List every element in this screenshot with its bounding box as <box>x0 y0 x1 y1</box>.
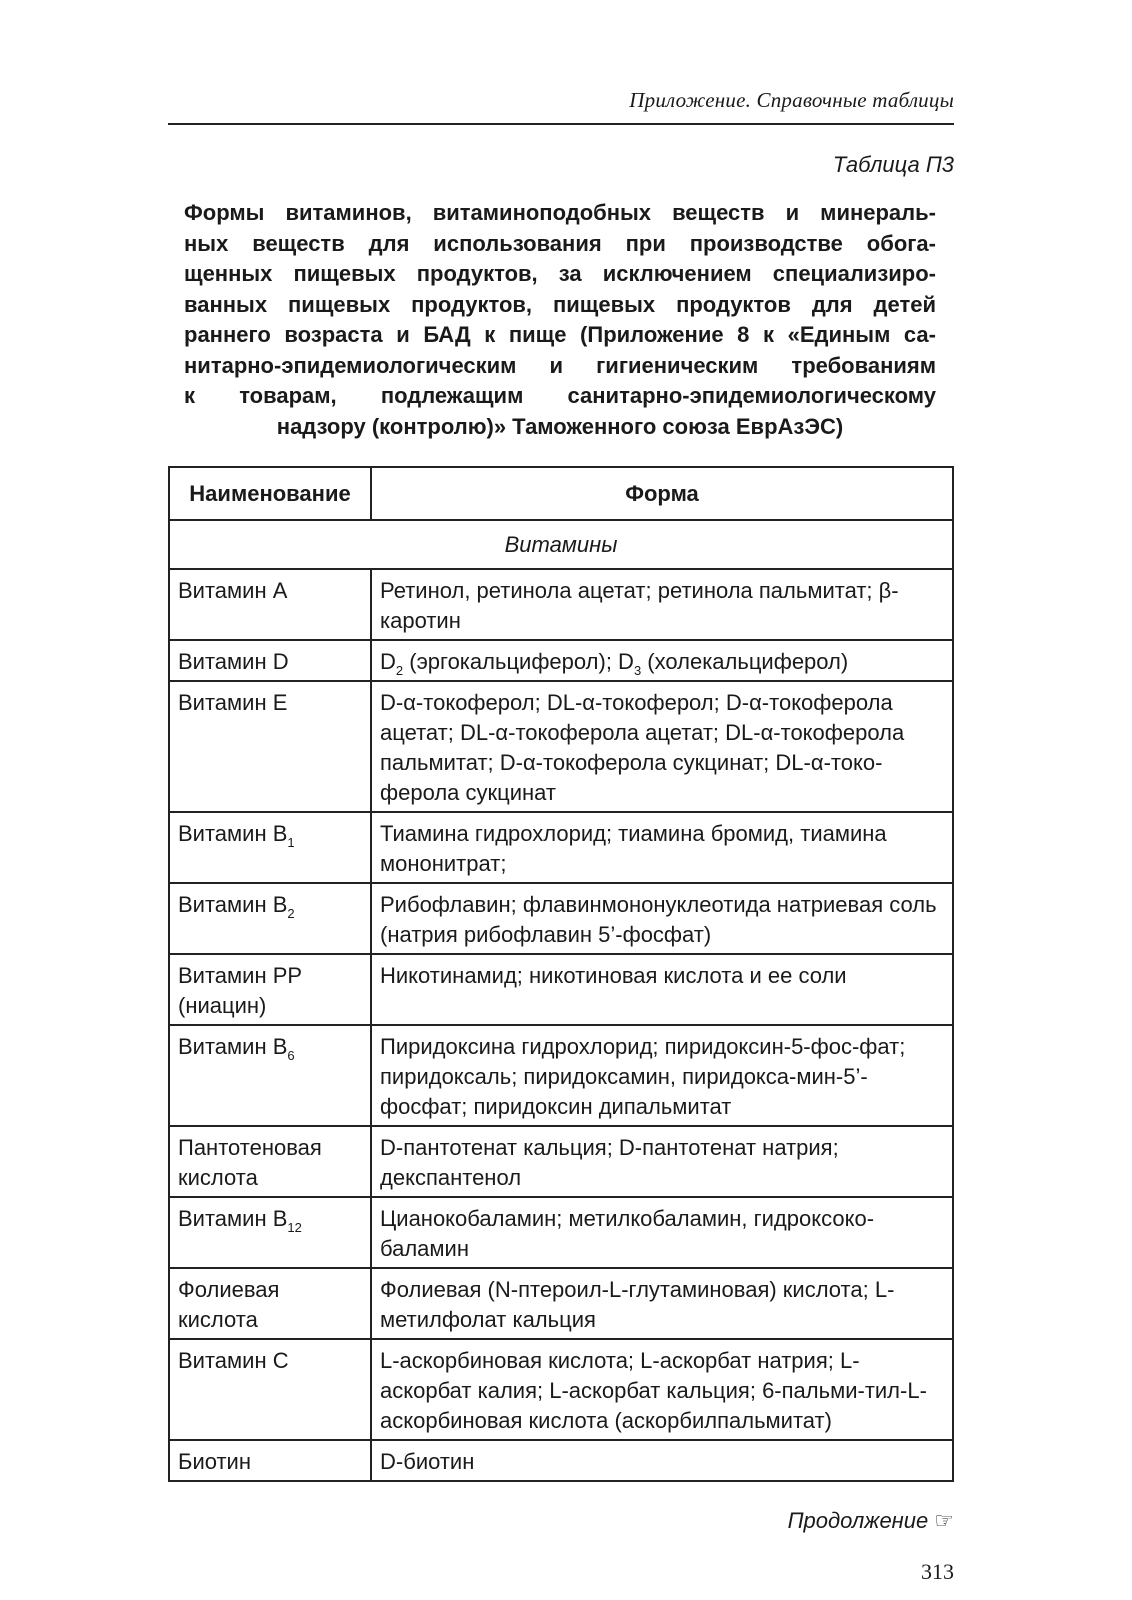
table-row <box>169 883 953 954</box>
pointing-hand-icon: ☞ <box>934 1508 954 1533</box>
table-row <box>169 812 953 883</box>
cell-name: Витамин $В_1$ <box>169 812 371 883</box>
cell-form: Никотинамид; никотиновая кислота и ее соли <box>371 954 953 1025</box>
title-line: нитарно-эпидемиологическим и гигиеническим требованиям <box>184 352 936 378</box>
section-row <box>169 520 953 569</box>
title-line: раннего возраста и БАД к пище (Приложение 8 к «Единым са- <box>184 322 936 347</box>
continuation-text: Продолжение <box>787 1508 929 1533</box>
table-row <box>169 954 953 1025</box>
cell-form: Ретинол, ретинола ацетат; ретинола пальмитат; β-каротин <box>371 569 953 640</box>
table-row <box>169 1268 953 1339</box>
running-head: Приложение. Справочные таблицы <box>629 88 954 112</box>
table-row <box>169 569 953 640</box>
table-row <box>169 640 953 681</box>
cell-name: Витамин $В_{12}$ <box>169 1197 371 1268</box>
cell-name: Фолиевая кислота <box>169 1268 371 1339</box>
cell-form: Рибофлавин; флавинмононуклеотида натриевая соль (натрия рибофлавин 5’-фосфат) <box>371 883 953 954</box>
title-line: Формы витаминов, витаминоподобных веществ и минераль- <box>184 200 936 225</box>
continuation-note <box>168 1508 954 1534</box>
cell-form: Цианокобаламин; метилкобаламин, гидроксоко-баламин <box>371 1197 953 1268</box>
table-row <box>169 681 953 812</box>
title-line: ных веществ для использования при производстве обога- <box>184 230 936 256</box>
table-row <box>169 1339 953 1440</box>
header-name: Наименование <box>169 467 371 520</box>
cell-form: L-аскорбиновая кислота; L-аскорбат натрия; L-аскорбат калия; L-аскорбат кальция; 6-пальми-тил-L-аскорбиновая кислота (аскорбилпальмитат) <box>371 1339 953 1440</box>
cell-form: Пиридоксина гидрохлорид; пиридоксин-5-фос-фат; пиридоксаль; пиридоксамин, пиридокса-мин-5’-фосфат; пиридоксин дипальмитат <box>371 1025 953 1126</box>
title-line: надзору (контролю)» Таможенного союза ЕврАзЭС) <box>276 413 844 439</box>
cell-name: Витамин С <box>169 1339 371 1440</box>
cell-form: Фолиевая (N-птероил-L-глутаминовая) кислота; L-метилфолат кальция <box>371 1268 953 1339</box>
cell-name: Витамин Е <box>169 681 371 812</box>
section-vitamins: Витамины <box>169 520 953 569</box>
cell-form: D-α-токоферол; DL-α-токоферол; D-α-токоферола ацетат; DL-α-токоферола ацетат; DL-α-токоферола пальмитат; D-α-токоферола сукцинат; DL-α-токо-ферола сукцинат <box>371 681 953 812</box>
table-row <box>169 1440 953 1481</box>
cell-name: Биотин <box>169 1440 371 1481</box>
table-row <box>169 1025 953 1126</box>
table-label: Таблица П3 <box>832 152 954 177</box>
table-title <box>184 198 936 442</box>
cell-form: $D_2$ (эргокальциферол); $D_3$ (холекальциферол) <box>371 640 953 681</box>
header-rule <box>168 123 954 125</box>
cell-name: Пантотеновая кислота <box>169 1126 371 1197</box>
title-line: щенных пищевых продуктов, за исключением специализиро- <box>184 261 936 286</box>
cell-name: Витамин РР (ниацин) <box>169 954 371 1025</box>
vitamins-forms-table <box>168 466 954 1482</box>
cell-form: D-пантотенат кальция; D-пантотенат натрия; декспантенол <box>371 1126 953 1197</box>
title-line: ванных пищевых продуктов, пищевых продуктов для детей <box>184 291 936 317</box>
cell-form: D-биотин <box>371 1440 953 1481</box>
table-row <box>169 1197 953 1268</box>
cell-name: Витамин А <box>169 569 371 640</box>
title-line: к товарам, подлежащим санитарно-эпидемиологическому <box>184 383 936 408</box>
page-number: 313 <box>921 1559 954 1584</box>
cell-name: Витамин $В_6$ <box>169 1025 371 1126</box>
header-form: Форма <box>371 467 953 520</box>
cell-name: Витамин $В_2$ <box>169 883 371 954</box>
cell-form: Тиамина гидрохлорид; тиамина бромид, тиамина мононитрат; <box>371 812 953 883</box>
cell-name: Витамин D <box>169 640 371 681</box>
table-row <box>169 1126 953 1197</box>
table-header-row <box>169 467 953 520</box>
